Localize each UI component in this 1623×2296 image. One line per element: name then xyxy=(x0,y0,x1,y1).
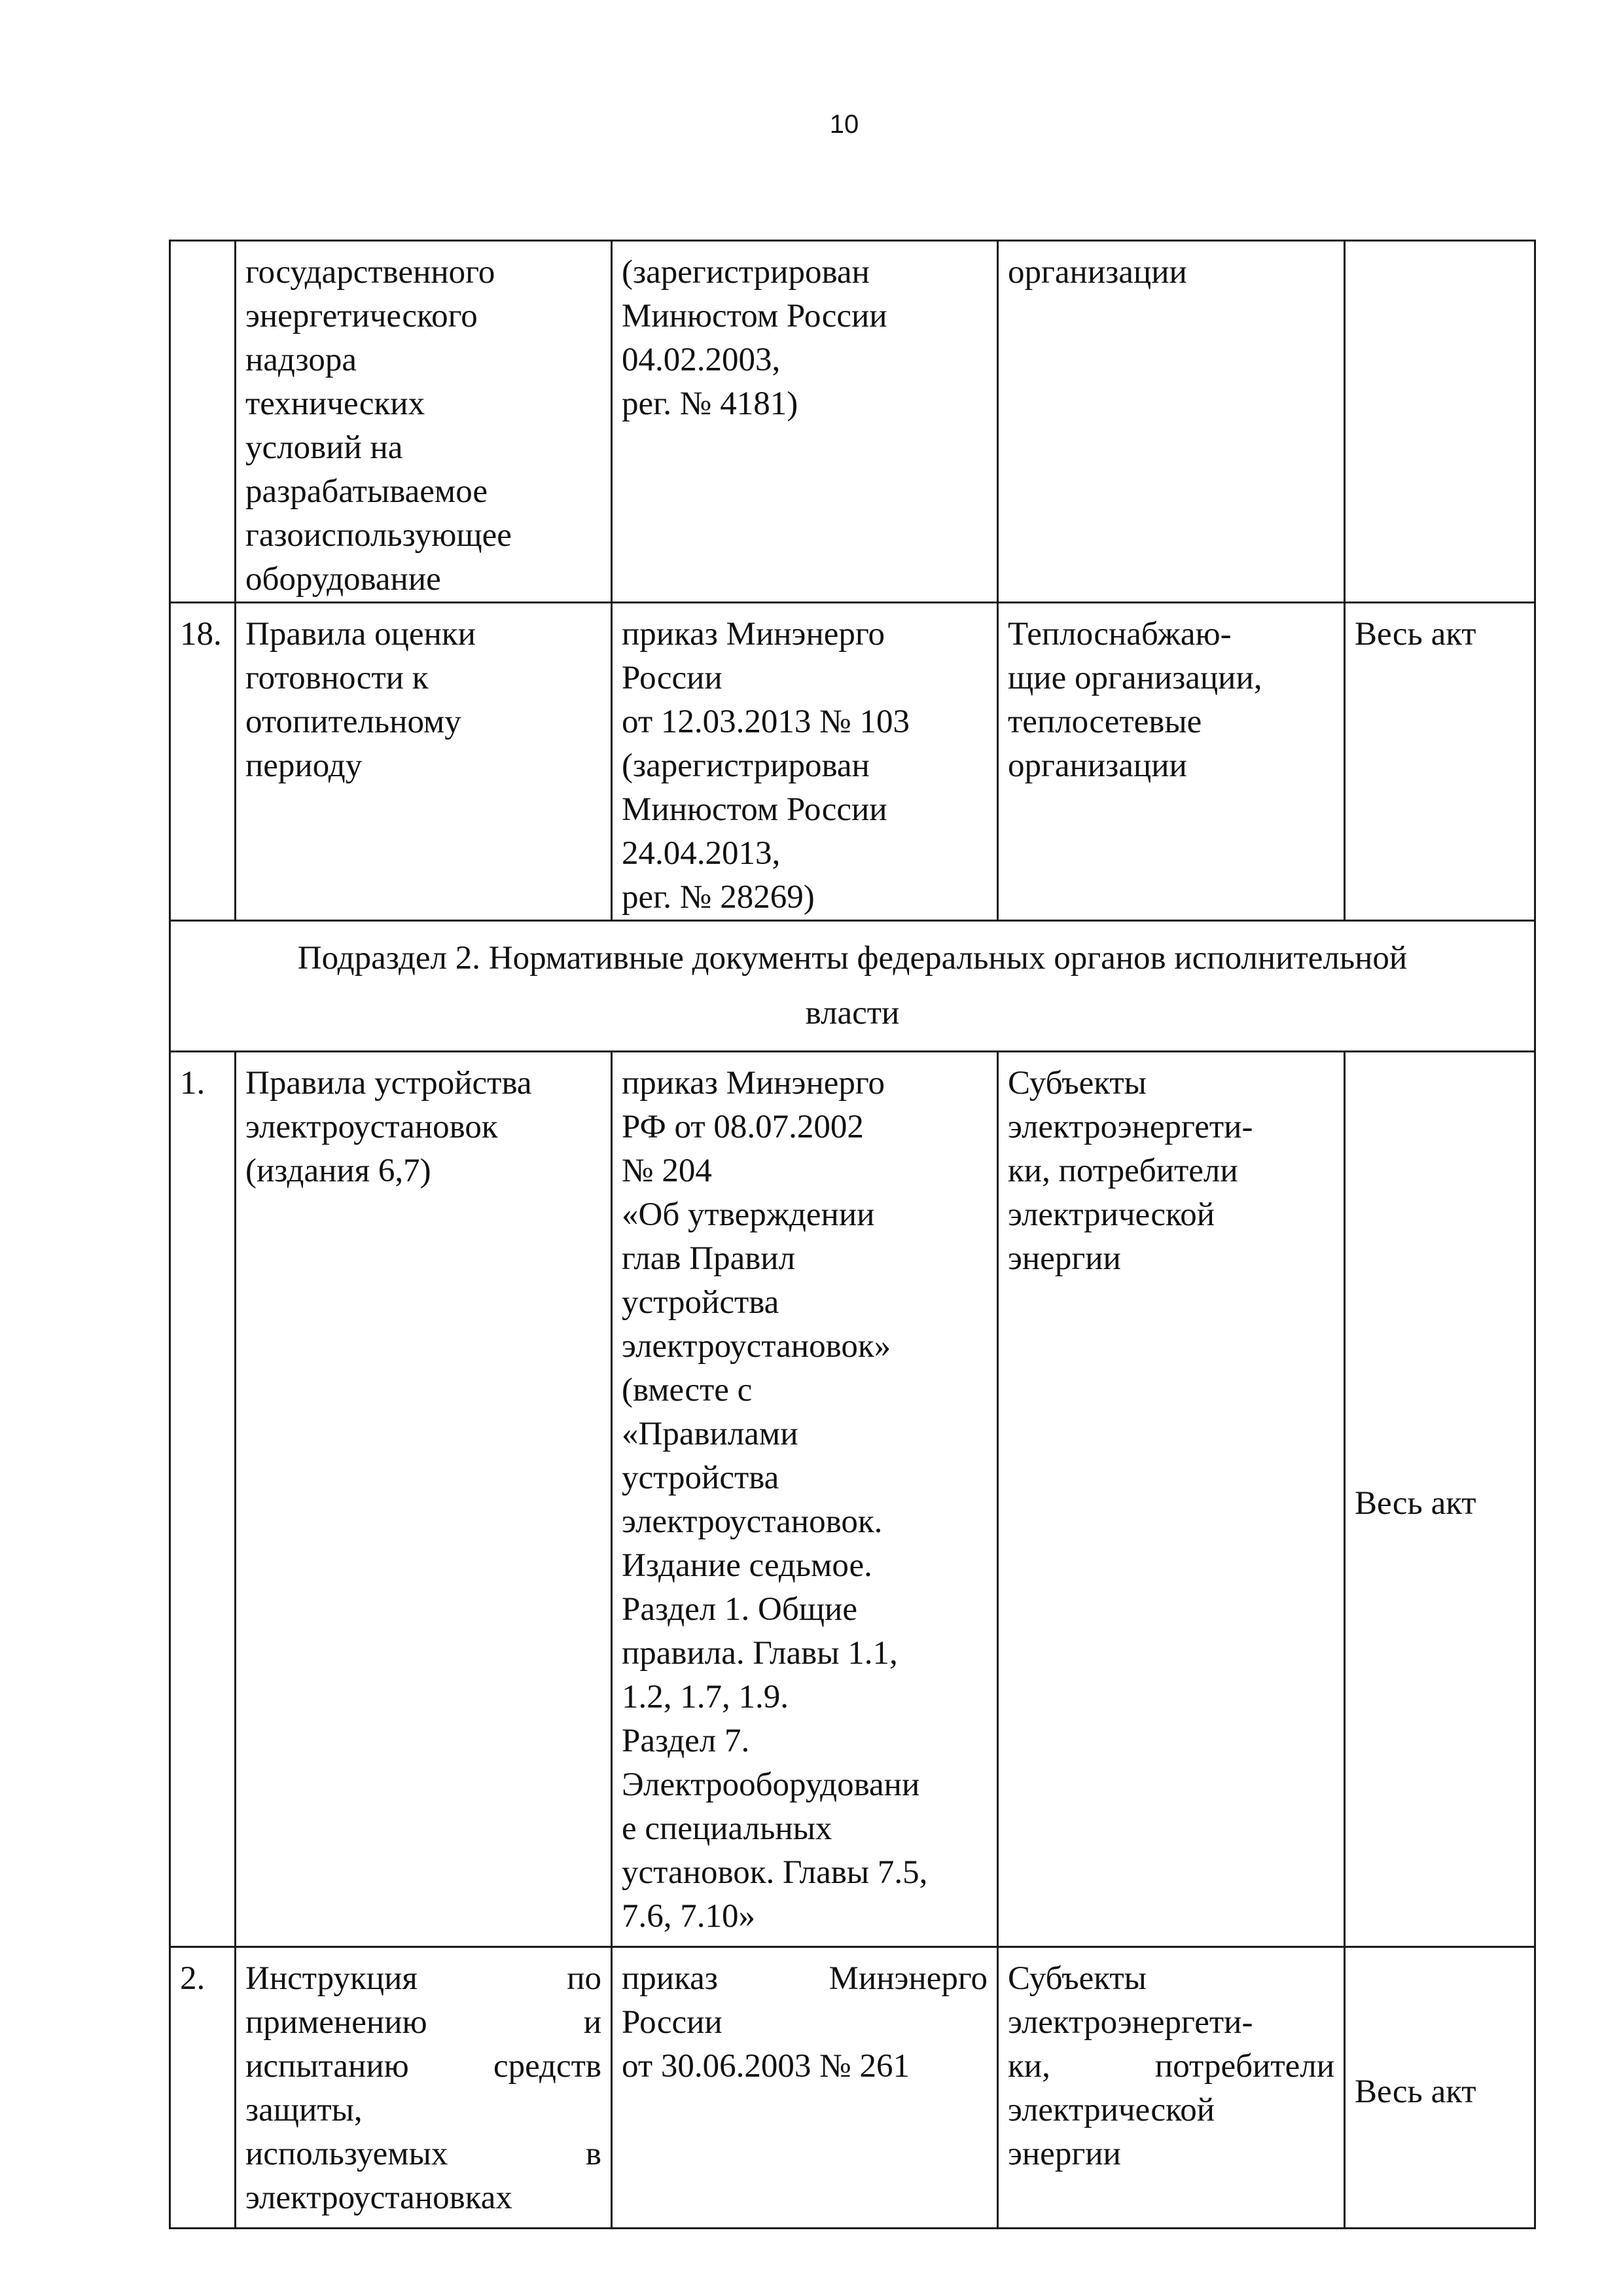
document-name-cell xyxy=(236,1052,612,1947)
text-line: «Об утверждении xyxy=(622,1196,875,1233)
text-line: условий на xyxy=(245,429,403,466)
text-line: разрабатываемое xyxy=(245,473,488,510)
text-line: приказ Минэнерго xyxy=(622,616,885,653)
text-line: используемых в xyxy=(245,2136,601,2172)
text-line: е специальных xyxy=(622,1810,832,1847)
text-line: власти xyxy=(805,995,900,1031)
text-line: организации xyxy=(1008,254,1187,291)
table-row-1 xyxy=(170,1052,1535,1947)
text-line: организации xyxy=(1008,747,1187,784)
text-line: защиты, xyxy=(245,2092,363,2128)
text-line: (издания 6,7) xyxy=(245,1153,431,1189)
scope-cell: Весь акт xyxy=(1345,1947,1535,2229)
regulatory-documents-table xyxy=(169,240,1536,2229)
text-line: применению и xyxy=(245,2004,601,2041)
text-line: № 204 xyxy=(622,1153,712,1189)
scope-cell: Весь акт xyxy=(1345,603,1535,921)
text-line: электроэнергети- xyxy=(1008,1109,1253,1145)
text-line: энергетического xyxy=(245,298,478,334)
text-line: электроустановках xyxy=(245,2179,512,2216)
subjects-cell xyxy=(998,241,1345,603)
text-line: периоду xyxy=(245,747,363,784)
text-line: Правила оценки xyxy=(245,616,476,653)
subsection-header-row xyxy=(170,921,1535,1052)
text-line: электрической xyxy=(1008,1196,1215,1233)
document-name-cell xyxy=(236,603,612,921)
text-line: (вместе с xyxy=(622,1372,753,1408)
text-line: отопительному xyxy=(245,704,461,740)
table-row-continued xyxy=(170,241,1535,603)
text-line: государственного xyxy=(245,254,495,291)
text-line: глав Правил xyxy=(622,1240,796,1277)
text-line: Правила устройства xyxy=(245,1065,532,1102)
text-line: рег. № 4181) xyxy=(622,386,798,422)
approving-document-cell xyxy=(612,603,998,921)
row-number-cell: 1. xyxy=(170,1052,236,1947)
text-line: электроэнергети- xyxy=(1008,2004,1253,2041)
text-line: (зарегистрирован xyxy=(622,747,870,784)
text-line: установок. Главы 7.5, xyxy=(622,1854,928,1891)
text-line: (зарегистрирован xyxy=(622,254,870,291)
scope-cell: Весь акт xyxy=(1345,1052,1535,1947)
text-line: Субъекты xyxy=(1008,1960,1147,1997)
table-row-2 xyxy=(170,1947,1535,2229)
text-line: России xyxy=(622,660,722,696)
text-line: щие организации, xyxy=(1008,660,1262,696)
row-number-cell: 2. xyxy=(170,1947,236,2229)
document-name-cell xyxy=(236,241,612,603)
text-line: энергии xyxy=(1008,1240,1121,1277)
text-line: правила. Главы 1.1, xyxy=(622,1635,898,1672)
text-line: от 30.06.2003 № 261 xyxy=(622,2048,910,2085)
text-line: ки, потребители xyxy=(1008,2048,1334,2085)
text-line: электроустановок xyxy=(245,1109,498,1145)
approving-document-cell xyxy=(612,241,998,603)
table-row-18 xyxy=(170,603,1535,921)
approving-document-cell xyxy=(612,1947,998,2229)
text-line: испытанию средств xyxy=(245,2048,601,2085)
text-line: Теплоснабжаю- xyxy=(1008,616,1232,653)
text-line: рег. № 28269) xyxy=(622,879,815,916)
text-line: оборудование xyxy=(245,561,441,598)
text-line: энергии xyxy=(1008,2136,1121,2172)
subjects-cell xyxy=(998,603,1345,921)
text-line: Минюстом России xyxy=(622,298,887,334)
text-line: устройства xyxy=(622,1460,779,1496)
text-line: устройства xyxy=(622,1284,779,1321)
text-line: Раздел 7. xyxy=(622,1723,750,1759)
text-line: газоиспользующее xyxy=(245,517,512,554)
subjects-cell xyxy=(998,1947,1345,2229)
text-line: электроустановок» xyxy=(622,1328,891,1365)
text-line: приказ Минэнерго xyxy=(622,1960,988,1997)
text-line: приказ Минэнерго xyxy=(622,1065,885,1102)
text-line: Электрооборудовани xyxy=(622,1767,920,1803)
text-line: готовности к xyxy=(245,660,429,696)
text-line: надзора xyxy=(245,342,357,378)
text-line: электрической xyxy=(1008,2092,1215,2128)
row-number-cell: 18. xyxy=(170,603,236,921)
text-line: России xyxy=(622,2004,722,2041)
text-line: Субъекты xyxy=(1008,1065,1147,1102)
text-line: электроустановок. xyxy=(622,1503,883,1540)
text-line: технических xyxy=(245,386,425,422)
text-line: РФ от 08.07.2002 xyxy=(622,1109,864,1145)
text-line: теплосетевые xyxy=(1008,704,1202,740)
text-line: от 12.03.2013 № 103 xyxy=(622,704,910,740)
text-line: Раздел 1. Общие xyxy=(622,1591,857,1628)
text-line: ки, потребители xyxy=(1008,1153,1238,1189)
approving-document-cell xyxy=(612,1052,998,1947)
row-number-cell xyxy=(170,241,236,603)
subsection-title xyxy=(170,921,1535,1052)
document-name-cell xyxy=(236,1947,612,2229)
text-line: 04.02.2003, xyxy=(622,342,781,378)
text-line: «Правилами xyxy=(622,1416,798,1452)
page-number: 10 xyxy=(829,110,859,139)
text-line: 7.6, 7.10» xyxy=(622,1898,755,1935)
text-line: Подраздел 2. Нормативные документы федеральных органов исполнительной xyxy=(297,940,1408,977)
scope-cell xyxy=(1345,241,1535,603)
text-line: Минюстом России xyxy=(622,791,887,828)
text-line: 24.04.2013, xyxy=(622,835,781,872)
text-line: Инструкция по xyxy=(245,1960,601,1997)
text-line: Издание седьмое. xyxy=(622,1547,872,1584)
text-line: 1.2, 1.7, 1.9. xyxy=(622,1679,789,1715)
subjects-cell xyxy=(998,1052,1345,1947)
